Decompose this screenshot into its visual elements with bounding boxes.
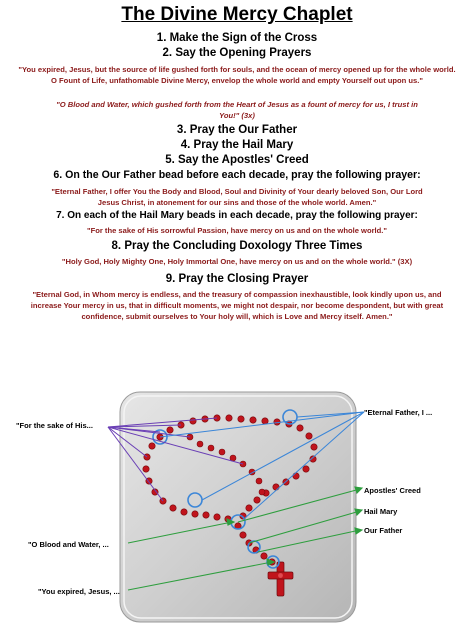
label-hail-mary: Hail Mary: [364, 507, 398, 516]
closing-prayer-text: "Eternal God, in Whom mercy is endless, and the treasury of compassion inexhaustible, look kindly upon us, and increase Your mercy in us, that in difficult moments, we might not despair, nor become despondent, but with great confidence, submit ourselves to Your holy will, which is Love and Mercy itself. Amen.": [30, 290, 444, 321]
label-you-expired: "You expired, Jesus, ...: [38, 587, 120, 596]
step-4: 4. Pray the Hail Mary: [180, 139, 294, 151]
photo-panel: [120, 392, 356, 622]
label-apostles-creed: Apostles' Creed: [364, 486, 421, 495]
eternal-father-prayer-text: "Eternal Father, I offer You the Body and Blood, Soul and Divinity of Your dearly beloved Son, Our Lord Jesus Christ, in atonement for our sins and those of the whole world. Amen.": [51, 187, 423, 207]
step-6: 6. On the Our Father bead before each decade, pray the following prayer:: [53, 169, 421, 181]
label-blood-and-water: "O Blood and Water, ...: [28, 540, 109, 549]
step-7: 7. On each of the Hail Mary beads in each decade, pray the following prayer:: [56, 210, 418, 221]
step-3: 3. Pray the Our Father: [176, 124, 298, 136]
label-our-father: Our Father: [364, 526, 403, 535]
blood-water-prayer-text: "O Blood and Water, which gushed forth from the Heart of Jesus as a fount of mercy for us, I trust in You!" (3x): [56, 100, 418, 120]
page-title: The Divine Mercy Chaplet: [121, 4, 353, 25]
step-1: 1. Make the Sign of the Cross: [156, 32, 318, 44]
label-eternal-father: "Eternal Father, I ...: [364, 408, 433, 417]
step-5: 5. Say the Apostles' Creed: [165, 154, 309, 166]
opening-prayer-text: "You expired, Jesus, but the source of life gushed forth for souls, and the ocean of mercy opened up for the whole world. O Fount of Life, unfathomable Divine Mercy, envelop the whole world and empty Yourself out upon us.": [18, 65, 456, 85]
label-for-the-sake: "For the sake of His...: [16, 421, 93, 430]
sorrowful-passion-prayer-text: "For the sake of His sorrowful Passion, have mercy on us and on the whole world.": [86, 226, 388, 235]
step-9: 9. Pray the Closing Prayer: [165, 273, 309, 285]
doxology-prayer-text: "Holy God, Holy Mighty One, Holy Immortal One, have mercy on us and on the whole world." (3X): [61, 257, 413, 266]
step-2: 2. Say the Opening Prayers: [162, 47, 312, 59]
step-8: 8. Pray the Concluding Doxology Three Times: [111, 240, 363, 252]
